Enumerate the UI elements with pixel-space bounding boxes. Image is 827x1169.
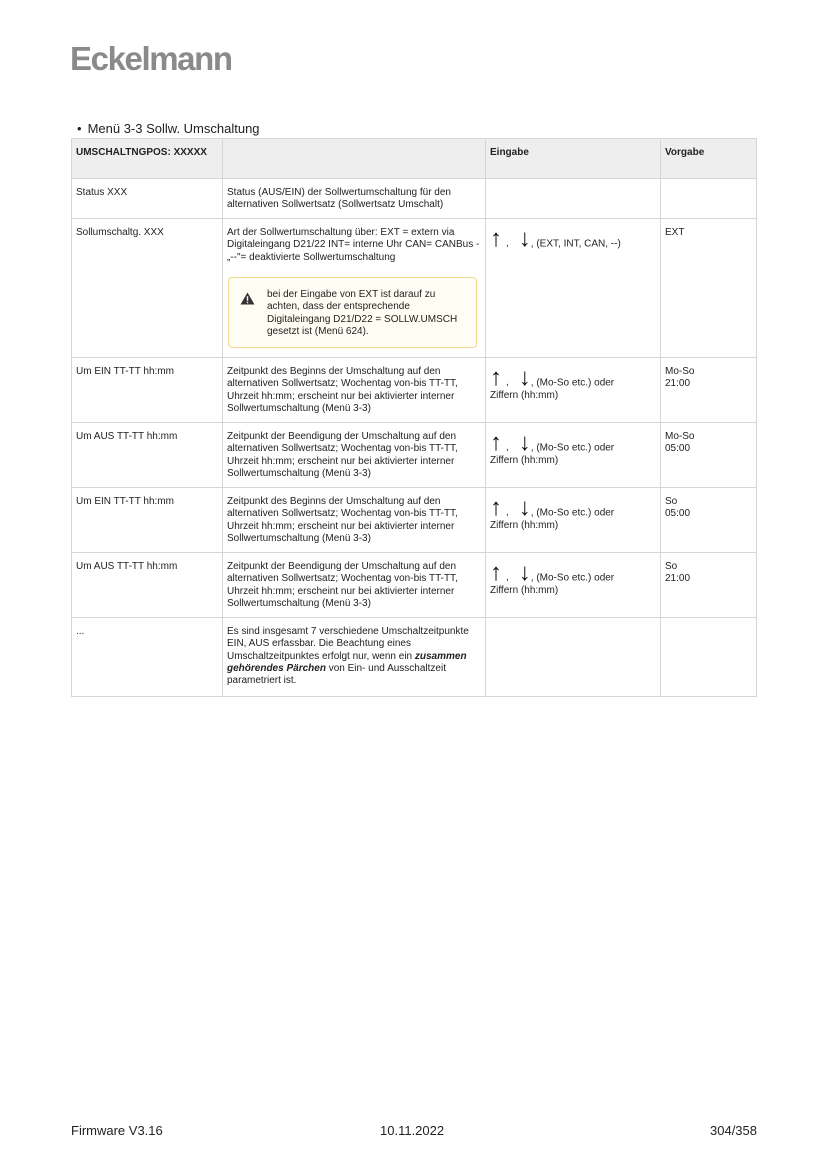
param-default: EXT [661, 218, 757, 357]
param-name: Um AUS TT-TT hh:mm [72, 422, 223, 487]
default-day: So [665, 495, 678, 507]
arrow-separator: , [506, 442, 509, 454]
description-text-end: von Ein- und Ausschaltzeit parametriert ist. [227, 663, 446, 687]
input-text: , (Mo-So etc.) oder [530, 507, 615, 519]
input-text: , (Mo-So etc.) oder [530, 572, 615, 584]
arrow-up-icon: ↑ [490, 493, 502, 521]
input-text-digits: Ziffern (hh:mm) [490, 584, 559, 596]
arrow-separator: , [506, 238, 509, 250]
param-name: Sollumschaltg. XXX [72, 218, 223, 357]
default-day: Mo-So [665, 365, 695, 377]
warning-note-text: bei der Eingabe von EXT ist darauf zu achten, dass der entsprechende Digitaleingang D21/D22 = SOLLW.UMSCH gesetzt ist (Menü 624). [267, 289, 458, 338]
default-day: So [665, 560, 678, 572]
input-text: , (Mo-So etc.) oder [530, 442, 615, 454]
param-name: Um AUS TT-TT hh:mm [72, 552, 223, 617]
param-name: ... [72, 617, 223, 696]
description-emphasis: zusammen gehörendes Pärchen [227, 650, 467, 675]
arrow-down-icon: ↓ [518, 493, 531, 521]
arrow-down-icon: ↓ [518, 224, 531, 252]
eckelmann-logo: Eckelmann [70, 40, 232, 77]
arrow-up-icon: ↑ [490, 428, 502, 456]
header-eingabe: Eingabe [486, 139, 661, 179]
default-day: Mo-So [665, 430, 695, 442]
table-row [72, 357, 757, 422]
table-row [72, 422, 757, 487]
arrow-up-icon: ↑ [490, 224, 502, 252]
param-description-cell [223, 218, 486, 357]
section-title-text: Menü 3-3 Sollw. Umschaltung [87, 121, 260, 136]
param-default [661, 617, 757, 696]
default-time: 21:00 [665, 378, 691, 390]
footer-page-number: 304/358 [710, 1123, 757, 1138]
arrow-separator: , [506, 507, 509, 519]
table-row [72, 487, 757, 552]
param-input [486, 218, 661, 357]
param-description: Zeitpunkt des Beginns der Umschaltung auf den alternativen Sollwertsatz; Wochentag von-bis TT-TT, Uhrzeit hh:mm; erscheint nur bei aktivierter interner Sollwertumschaltung (Menü 3-3) [223, 357, 486, 422]
table-header-row [72, 139, 757, 179]
param-input [486, 179, 661, 219]
param-description: Zeitpunkt des Beginns der Umschaltung auf den alternativen Sollwertsatz; Wochentag von-bis TT-TT, Uhrzeit hh:mm; erscheint nur bei aktivierter interner Sollwertumschaltung (Menü 3-3) [223, 487, 486, 552]
header-description [223, 139, 486, 179]
param-default [661, 422, 757, 487]
param-name: Um EIN TT-TT hh:mm [72, 357, 223, 422]
warning-icon [240, 289, 267, 339]
param-default [661, 487, 757, 552]
arrow-down-icon: ↓ [518, 558, 531, 586]
input-text: , (EXT, INT, CAN, --) [530, 238, 621, 250]
param-input [486, 357, 661, 422]
param-default [661, 179, 757, 219]
footer-firmware: Firmware V3.16 [71, 1123, 163, 1138]
description-text: Es sind insgesamt 7 verschiedene Umschaltzeitpunkte EIN, AUS erfassbar. Die Beachtung eines Umschaltzeitpunktes erfolgt nur, wenn ein [227, 625, 469, 662]
arrow-separator: , [506, 377, 509, 389]
section-title [77, 121, 260, 136]
table-row [72, 617, 757, 696]
default-time: 21:00 [665, 573, 691, 585]
bullet: • [77, 121, 82, 136]
param-input [486, 617, 661, 696]
table-row [72, 179, 757, 219]
param-description: Status (AUS/EIN) der Sollwertumschaltung für den alternativen Sollwertsatz (Sollwertsatz Umschalt) [223, 179, 486, 219]
table-row [72, 552, 757, 617]
param-input [486, 487, 661, 552]
input-text: , (Mo-So etc.) oder [530, 377, 615, 389]
param-description: Zeitpunkt der Beendigung der Umschaltung auf den alternativen Sollwertsatz; Wochentag von-bis TT-TT, Uhrzeit hh:mm; erscheint nur bei aktivierter interner Sollwertumschaltung (Menü 3-3) [223, 552, 486, 617]
arrow-down-icon: ↓ [518, 428, 531, 456]
input-text-digits: Ziffern (hh:mm) [490, 454, 559, 466]
arrow-up-icon: ↑ [490, 558, 502, 586]
param-name: Status XXX [72, 179, 223, 219]
input-text-digits: Ziffern (hh:mm) [490, 519, 559, 531]
parameter-table [71, 138, 757, 697]
header-vorgabe: Vorgabe [661, 139, 757, 179]
param-description [223, 617, 486, 696]
arrow-separator: , [506, 572, 509, 584]
header-position: UMSCHALTNGPOS: XXXXX [72, 139, 223, 179]
default-time: 05:00 [665, 508, 691, 520]
warning-note [228, 277, 477, 348]
input-text-digits: Ziffern (hh:mm) [490, 389, 559, 401]
param-description: Zeitpunkt der Beendigung der Umschaltung auf den alternativen Sollwertsatz; Wochentag von-bis TT-TT, Uhrzeit hh:mm; erscheint nur bei aktivierter interner Sollwertumschaltung (Menü 3-3) [223, 422, 486, 487]
param-name: Um EIN TT-TT hh:mm [72, 487, 223, 552]
arrow-up-icon: ↑ [490, 363, 502, 391]
default-time: 05:00 [665, 443, 691, 455]
param-input [486, 422, 661, 487]
param-description: Art der Sollwertumschaltung über: EXT = extern via Digitaleingang D21/22 INT= interne Uhr CAN= CANBus - „--"= deaktivierte Sollwertumschaltung [227, 226, 480, 263]
param-default [661, 552, 757, 617]
arrow-down-icon: ↓ [518, 363, 531, 391]
footer-date: 10.11.2022 [380, 1123, 445, 1138]
param-default [661, 357, 757, 422]
table-row [72, 218, 757, 357]
param-input [486, 552, 661, 617]
